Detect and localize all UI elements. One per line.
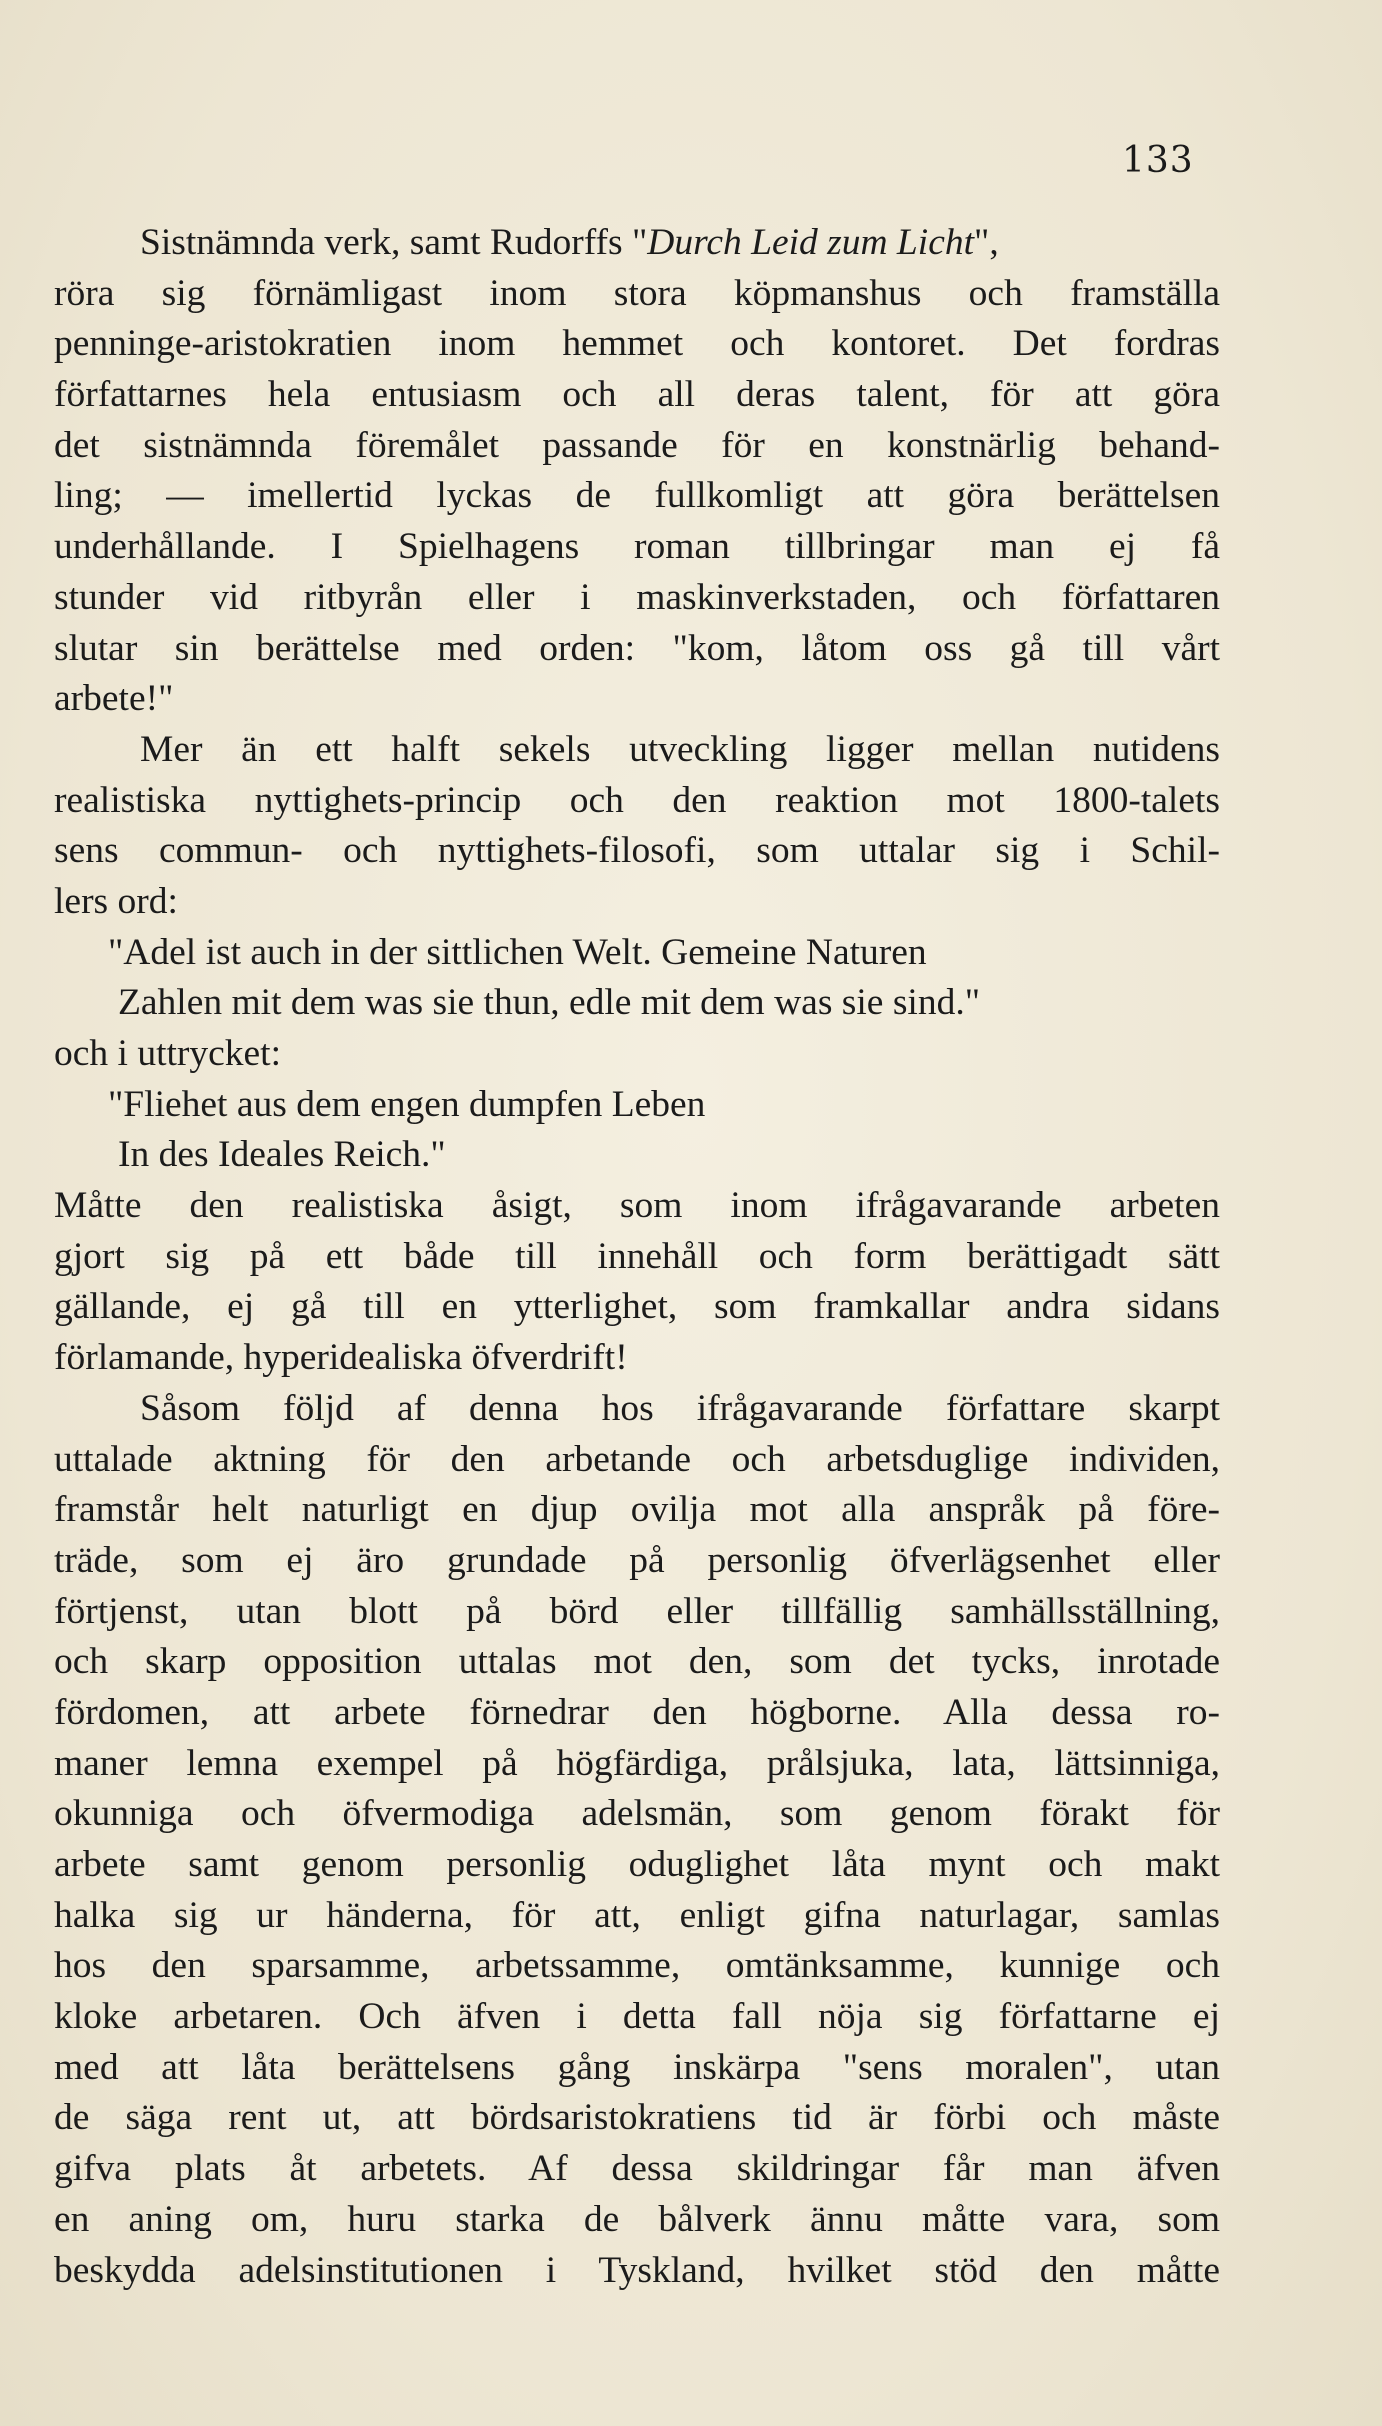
text-line: maner lemna exempel på högfärdiga, prålsjuka, lata, lättsinniga, <box>54 1742 1220 1784</box>
text-line: Måtte den realistiska åsigt, som inom ifrågavarande arbeten <box>54 1185 1220 1227</box>
text-line: träde, som ej äro grundade på personlig öfverlägsenhet eller <box>54 1539 1220 1581</box>
text-line: en aning om, huru starka de bålverk ännu måtte vara, som <box>54 2198 1220 2240</box>
text-line: hos den sparsamme, arbetssamme, omtänksamme, kunnige och <box>54 1945 1220 1987</box>
text-line: penninge-aristokratien inom hemmet och kontoret. Det fordras <box>54 323 1220 365</box>
text-line: och skarp opposition uttalas mot den, som det tycks, inrotade <box>54 1641 1220 1683</box>
text-line: okunniga och öfvermodiga adelsmän, som genom förakt för <box>54 1793 1220 1835</box>
text-line: det sistnämnda föremålet passande för en konstnärlig behand- <box>54 424 1220 466</box>
text-line: slutar sin berättelse med orden: "kom, låtom oss gå till vårt <box>54 627 1220 669</box>
body-text <box>54 218 1220 2296</box>
text-line: realistiska nyttighets-princip och den reaktion mot 1800-talets <box>54 779 1220 821</box>
text-line: Mer än ett halft sekels utveckling ligger mellan nutidens <box>140 728 1220 770</box>
quote-line: Zahlen mit dem was sie thun, edle mit dem was sie sind." <box>118 982 981 1024</box>
text-line: sens commun- och nyttighets-filosofi, som uttalar sig i Schil- <box>54 830 1220 872</box>
quote-line: "Fliehet aus dem engen dumpfen Leben <box>108 1083 706 1125</box>
text-line: beskydda adelsinstitutionen i Tyskland, hvilket stöd den måtte <box>54 2249 1220 2291</box>
quote-line: "Adel ist auch in der sittlichen Welt. Gemeine Naturen <box>108 931 927 973</box>
text-line: ling; — imellertid lyckas de fullkomligt att göra berättelsen <box>54 475 1220 517</box>
text-line: stunder vid ritbyrån eller i maskinverkstaden, och författaren <box>54 576 1220 618</box>
book-title: Durch Leid zum Licht <box>647 222 975 263</box>
text-line: uttalade aktning för den arbetande och arbetsduglige individen, <box>54 1438 1220 1480</box>
text-line: fördomen, att arbete förnedrar den högborne. Alla dessa ro- <box>54 1691 1220 1733</box>
text-line: arbete!" <box>54 678 174 720</box>
text-line: förlamande, hyperidealiska öfverdrift! <box>54 1337 628 1379</box>
text-line: förtjenst, utan blott på börd eller tillfällig samhällsställning, <box>54 1590 1220 1632</box>
text-line: Såsom följd af denna hos ifrågavarande författare skarpt <box>140 1387 1220 1429</box>
text-line: författarnes hela entusiasm och all deras talent, för att göra <box>54 374 1220 416</box>
text-line: gällande, ej gå till en ytterlighet, som framkallar andra sidans <box>54 1286 1220 1328</box>
text-line: underhållande. I Spielhagens roman tillbringar man ej få <box>54 526 1220 568</box>
text-line: med att låta berättelsens gång inskärpa "sens moralen", utan <box>54 2046 1220 2088</box>
text-line: Sistnämnda verk, samt Rudorffs "Durch Leid zum Licht", <box>140 222 999 263</box>
text-line: framstår helt naturligt en djup ovilja mot alla anspråk på före- <box>54 1489 1220 1531</box>
text-line: halka sig ur händerna, för att, enligt gifna naturlagar, samlas <box>54 1894 1220 1936</box>
text-line: lers ord: <box>54 880 178 922</box>
text-line: gjort sig på ett både till innehåll och form berättigadt sätt <box>54 1235 1220 1277</box>
text-line: och i uttrycket: <box>54 1033 282 1074</box>
text-line: arbete samt genom personlig oduglighet låta mynt och makt <box>54 1844 1220 1885</box>
text-line: de säga rent ut, att bördsaristokratiens tid är förbi och måste <box>54 2097 1220 2139</box>
quote-line: In des Ideales Reich." <box>118 1134 446 1176</box>
text-line: röra sig förnämligast inom stora köpmanshus och framställa <box>54 272 1220 314</box>
text-line: kloke arbetaren. Och äfven i detta fall nöja sig författarne ej <box>54 1996 1220 2038</box>
text-line: gifva plats åt arbetets. Af dessa skildringar får man äfven <box>54 2148 1220 2190</box>
page-number: 133 <box>1122 140 1194 181</box>
